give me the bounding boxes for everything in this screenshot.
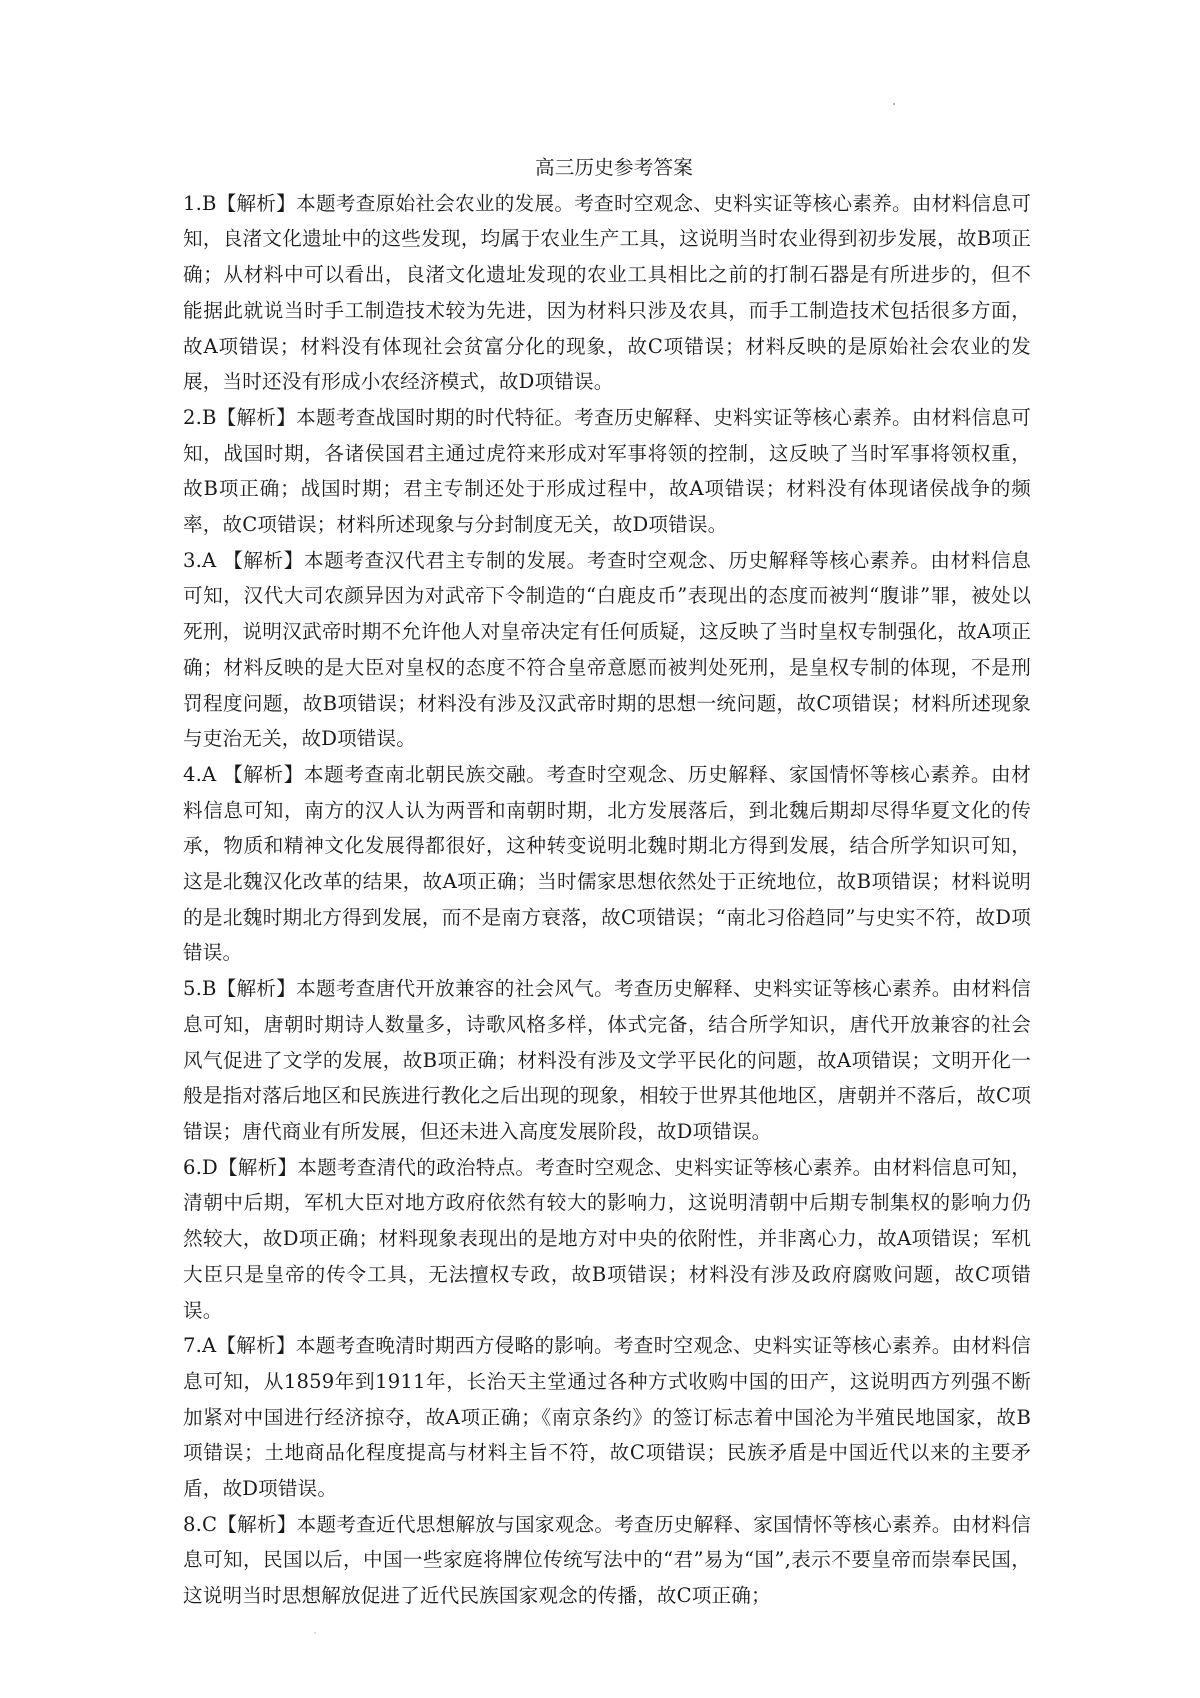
answer-7: 7.A【解析】本题考查晚清时期西方侵略的影响。考查时空观念、史料实证等核心素养。由材料信息可知，从1859年到1911年，长治天主堂通过各种方式收购中国的田产，这说明西方列强不断加紧对中国进行经济掠夺，故A项正确；《南京条约》的签订标志着中国沦为半殖民地国家，故B项错误；土地商品化程度提高与材料主旨不符，故C项错误；民族矛盾是中国近代以来的主要矛盾，故D项错误。 — [183, 1334, 1031, 1501]
answer-5: 5.B【解析】本题考查唐代开放兼容的社会风气。考查历史解释、史料实证等核心素养。由材料信息可知，唐朝时期诗人数量多，诗歌风格多样，体式完备，结合所学知识，唐代开放兼容的社会风气促进了文学的发展，故B项正确；材料没有涉及文学平民化的问题，故A项错误；文明开化一般是指对落后地区和民族进行教化之后出现的现象，相较于世界其他地区，唐朝并不落后，故C项错误；唐代商业有所发展，但还未进入高度发展阶段，故D项错误。 — [183, 977, 1031, 1143]
scan-speck — [893, 103, 895, 105]
document-body — [183, 150, 1031, 1614]
document-title: 高三历史参考答案 — [535, 156, 693, 179]
answer-2: 2.B【解析】本题考查战国时期的时代特征。考查历史解释、史料实证等核心素养。由材料信息可知，战国时期，各诸侯国君主通过虎符来形成对军事将领的控制，这反映了当时军事将领权重，故B项正确；战国时期；君主专制还处于形成过程中，故A项错误；材料没有体现诸侯战争的频率，故C项错误；材料所述现象与分封制度无关，故D项错误。 — [183, 405, 1031, 537]
answer-8: 8.C【解析】本题考查近代思想解放与国家观念。考查历史解释、家国情怀等核心素养。由材料信息可知，民国以后，中国一些家庭将牌位传统写法中的“君”易为“国”,表示不要皇帝而崇奉民国，这说明当时思想解放促进了近代民族国家观念的传播，故C项正确； — [183, 1512, 1031, 1608]
answer-3: 3.A 【解析】本题考查汉代君主专制的发展。考查时空观念、历史解释等核心素养。由材料信息可知，汉代大司农颜异因为对武帝下令制造的“白鹿皮币”表现出的态度而被判“腹诽”罪，被处以死刑，说明汉武帝时期不允许他人对皇帝决定有任何质疑，这反映了当时皇权专制强化，故A项正确；材料反映的是大臣对皇权的态度不符合皇帝意愿而被判处死刑，是皇权专制的体现，不是刑罚程度问题，故B项错误；材料没有涉及汉武帝时期的思想一统问题，故C项错误；材料所述现象与吏治无关，故D项错误。 — [183, 548, 1031, 751]
answer-4: 4.A 【解析】本题考查南北朝民族交融。考查时空观念、历史解释、家国情怀等核心素养。由材料信息可知，南方的汉人认为两晋和南朝时期，北方发展落后，到北魏后期却尽得华夏文化的传承，物质和精神文化发展得都很好，这种转变说明北魏时期北方得到发展，结合所学知识可知，这是北魏汉化改革的结果，故A项正确；当时儒家思想依然处于正统地位，故B项错误；材料说明的是北魏时期北方得到发展，而不是南方衰落，故C项错误；“南北习俗趋同”与史实不符，故D项错误。 — [183, 762, 1031, 965]
scan-speck — [314, 1632, 316, 1634]
answer-6: 6.D【解析】本题考查清代的政治特点。考查时空观念、史料实证等核心素养。由材料信息可知，清朝中后期，军机大臣对地方政府依然有较大的影响力，这说明清朝中后期专制集权的影响力仍然较大，故D项正确；材料现象表现出的是地方对中央的依附性，并非离心力，故A项错误；军机大臣只是皇帝的传令工具，无法擅权专政，故B项错误；材料没有涉及政府腐败问题，故C项错误。 — [183, 1155, 1031, 1322]
answer-1: 1.B【解析】本题考查原始社会农业的发展。考查时空观念、史料实证等核心素养。由材料信息可知，良渚文化遗址中的这些发现，均属于农业生产工具，这说明当时农业得到初步发展，故B项正确；从材料中可以看出，良渚文化遗址发现的农业工具相比之前的打制石器是有所进步的，但不能据此就说当时手工制造技术较为先进，因为材料只涉及农具，而手工制造技术包括很多方面，故A项错误；材料没有体现社会贫富分化的现象，故C项错误；材料反映的是原始社会农业的发展，当时还没有形成小农经济模式，故D项错误。 — [183, 191, 1031, 394]
